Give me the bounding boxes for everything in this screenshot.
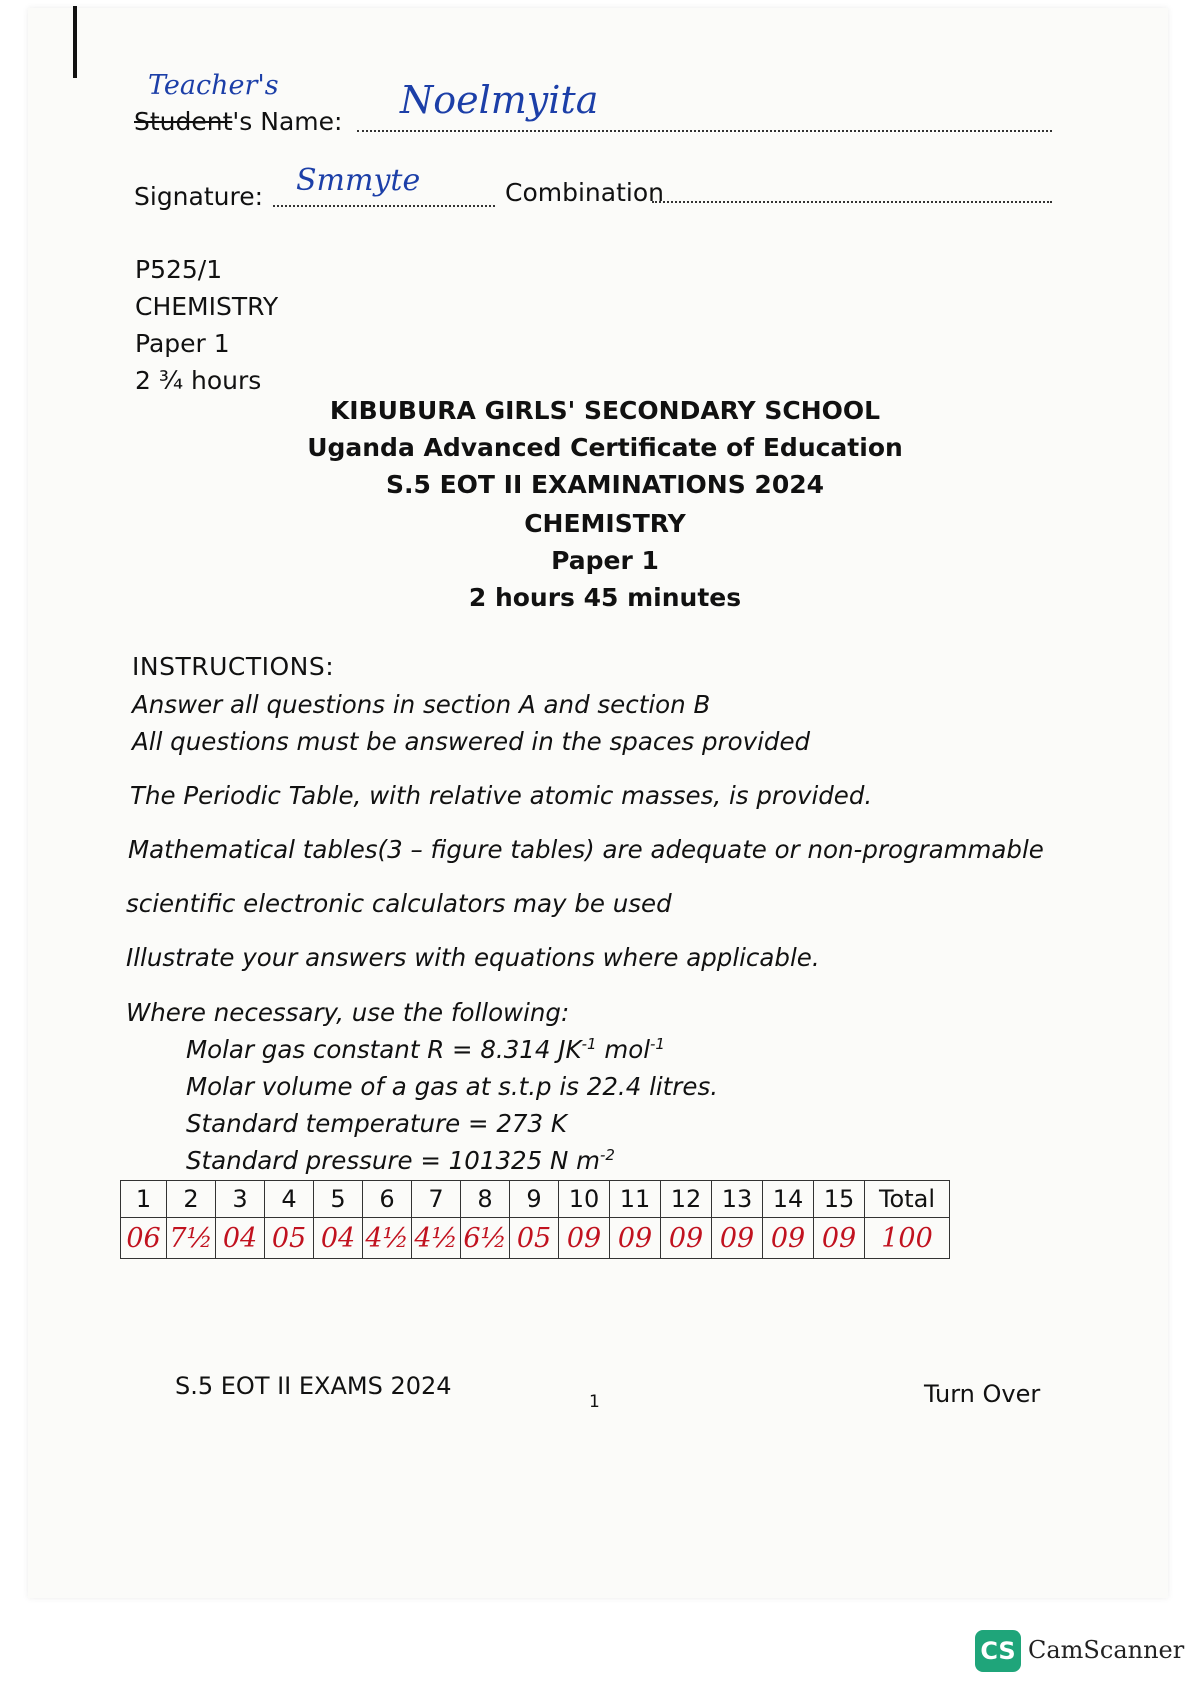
instruction-line: Mathematical tables(3 – figure tables) are adequate or non-programmable <box>128 835 1044 864</box>
question-number: 3 <box>216 1181 265 1218</box>
question-number: 13 <box>712 1181 763 1218</box>
marks-table <box>120 1180 950 1259</box>
certificate-name: Uganda Advanced Certificate of Education <box>307 433 903 462</box>
question-number: 11 <box>610 1181 661 1218</box>
question-score: 05 <box>265 1218 314 1259</box>
page-number: 1 <box>589 1392 600 1412</box>
question-score: 05 <box>510 1218 559 1259</box>
title-paper: Paper 1 <box>551 546 659 575</box>
question-number: 10 <box>559 1181 610 1218</box>
instruction-line: All questions must be answered in the spaces provided <box>132 727 811 756</box>
question-score: 09 <box>661 1218 712 1259</box>
student-name-handwritten: Noelmyita <box>400 78 599 122</box>
signature-handwritten: Smmyte <box>296 163 421 198</box>
paper-subject: CHEMISTRY <box>135 292 279 321</box>
question-number: 9 <box>510 1181 559 1218</box>
teacher-label-handwritten: Teacher's <box>148 70 279 101</box>
constant-temperature: Standard temperature = 273 K <box>186 1109 567 1138</box>
paper-duration: 2 ¾ hours <box>135 366 262 395</box>
title-duration: 2 hours 45 minutes <box>468 583 742 612</box>
marks-score-row <box>121 1218 950 1259</box>
question-number: 1 <box>121 1181 167 1218</box>
question-number: 2 <box>167 1181 216 1218</box>
question-number: 6 <box>363 1181 412 1218</box>
combination-dotted-line <box>652 201 1052 203</box>
question-number: 12 <box>661 1181 712 1218</box>
question-score: 7½ <box>167 1218 216 1259</box>
instruction-line: Answer all questions in section A and section B <box>132 690 711 719</box>
name-dotted-line <box>357 130 1052 132</box>
question-score: 06 <box>121 1218 167 1259</box>
paper-code: P525/1 <box>135 255 223 284</box>
paper-number: Paper 1 <box>135 329 230 358</box>
question-number: 15 <box>814 1181 865 1218</box>
text-cursor <box>73 6 77 78</box>
camscanner-logo-icon: CS <box>975 1630 1021 1672</box>
question-number: 5 <box>314 1181 363 1218</box>
instruction-line: scientific electronic calculators may be used <box>126 889 672 918</box>
instruction-line: Illustrate your answers with equations where applicable. <box>126 943 820 972</box>
question-score: 04 <box>216 1218 265 1259</box>
question-number: 7 <box>412 1181 461 1218</box>
camscanner-brand: CamScanner <box>1028 1636 1185 1664</box>
total-score: 100 <box>865 1218 950 1259</box>
constant-molar-volume: Molar volume of a gas at s.t.p is 22.4 litres. <box>186 1072 718 1101</box>
question-number: 8 <box>461 1181 510 1218</box>
instructions-title: INSTRUCTIONS: <box>132 652 335 681</box>
question-score: 09 <box>814 1218 865 1259</box>
exam-name: S.5 EOT II EXAMINATIONS 2024 <box>385 470 825 499</box>
school-name: KIBUBURA GIRLS' SECONDARY SCHOOL <box>329 396 881 425</box>
signature-dotted-line <box>273 205 495 207</box>
turn-over-label: Turn Over <box>924 1380 1041 1408</box>
question-score: 4½ <box>412 1218 461 1259</box>
title-subject: CHEMISTRY <box>524 509 686 538</box>
question-score: 09 <box>559 1218 610 1259</box>
question-score: 4½ <box>363 1218 412 1259</box>
name-label <box>134 107 342 136</box>
signature-label: Signature: <box>134 182 264 211</box>
constant-gas: Molar gas constant R = 8.314 $JK^{-1}$ mol$^{-1}$ <box>186 1035 665 1065</box>
question-score: 6½ <box>461 1218 510 1259</box>
combination-label: Combination <box>505 178 664 207</box>
instruction-line: The Periodic Table, with relative atomic masses, is provided. <box>130 781 873 810</box>
footer-exam-label: S.5 EOT II EXAMS 2024 <box>175 1372 452 1400</box>
question-score: 09 <box>763 1218 814 1259</box>
question-number: 4 <box>265 1181 314 1218</box>
total-header: Total <box>865 1181 950 1218</box>
constant-pressure: Standard pressure = 101325 N $m^{-2}$ <box>186 1146 615 1176</box>
question-score: 04 <box>314 1218 363 1259</box>
marks-header-row <box>121 1181 950 1218</box>
instruction-line: Where necessary, use the following: <box>126 998 570 1027</box>
question-number: 14 <box>763 1181 814 1218</box>
question-score: 09 <box>712 1218 763 1259</box>
question-score: 09 <box>610 1218 661 1259</box>
name-label-text: 's Name: <box>232 107 343 136</box>
struck-student-label: Student <box>134 107 233 136</box>
